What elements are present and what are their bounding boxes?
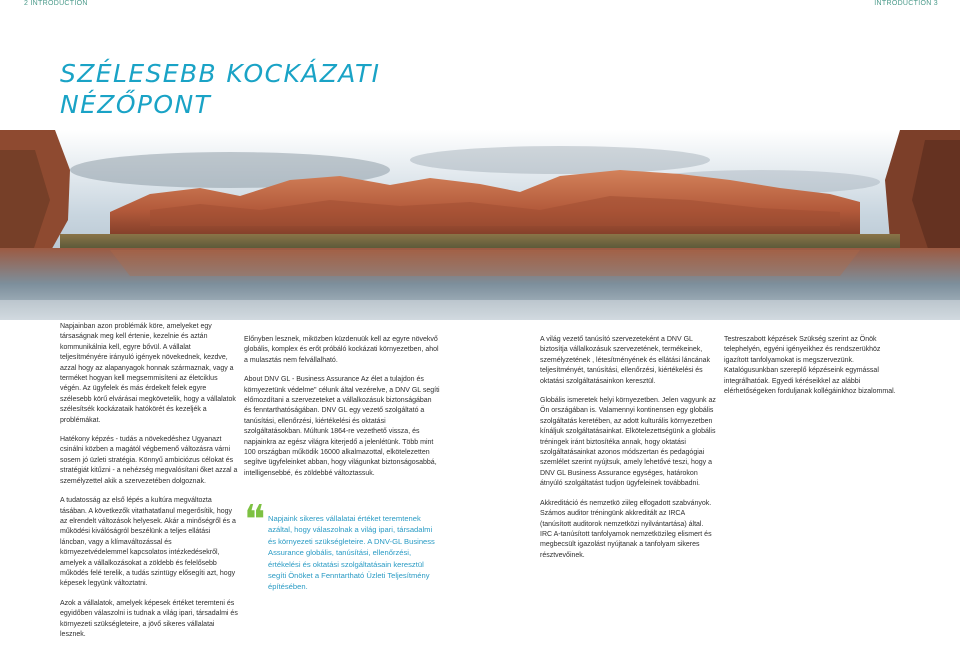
paragraph: Globális ismeretek helyi környezetben. Jelen vagyunk az Ön országában is. Valamennyi kontinensen egy globális szolgáltatás keretében, az adott kulturális környezetben kínáljuk szolgáltatásainkat. Elkötelezettségünk a globális tréningek iránt biztosítéka annak, hogy oktatási szolgáltatásainkat azonos módszertan és pedagógiai szemlélet szerint nyújtsuk, amely lehetővé teszi, hogy a DNV GL Business Assurance egységes, határokon átnyúló szolgáltatást tudjon ügyfeleinek továbbadni. [540,397,716,488]
photo-fade [0,300,960,320]
page-title [60,58,380,120]
landscape-photo [0,130,960,320]
running-head-right: INTRODUCTION 3 [874,0,938,7]
paragraph: About DNV GL - Business Assurance Az élet a tulajdon és környezetünk védelme" célunk által vezérelve, a DNV GL segíti előmozdítani a szervezeteket a vállalkozásuk biztonságában és fenntarthatóságában. DNV GL egy vezető szolgáltató a tanúsítási, ellenőrzési, kiértékelési és oktatási szolgáltatásokban. Múltunk 1864-re vezethető vissza, és napjainkra az egész világra kiterjedő a jelenlétünk. Több mint 100 országban működik 16000 alkalmazottal, elkötelezetten segítve ügyfeleinket abban, hogy világunkat biztonságosabbá, intelligensebbé, és zöldebbé változtassuk. [244,376,440,477]
paragraph: Napjainban azon problémák köre, amelyeket egy társaságnak meg kell értenie, kezelnie és aztán kommunikálnia kell, egyre bővül. A vállalat teljesítményére irányuló igények növekednek, kezdve, azzal hogy az alapanyagok honnak származnak, vagy a terméket hogyan kell megsemmisíteni az életciklus végén. Az ügyfelek és más érdekelt felek egyre szélesebb körű elvárásai megkövetelik, hogy a vállalatok szélesítsék kockázataik hatókörét és kezeljék a problémákat. [60,323,236,424]
paragraph: A világ vezető tanúsító szervezeteként a DNV GL biztosítja vállalkozásuk szervezetének, termékeinek, személyzetének , létesítményének és ellátási láncának teljesítményét, tanúsítási, ellenőrzési, kiértékelési és oktatási szolgáltatásainkon keresztül. [540,336,711,385]
shoreline [60,234,900,248]
paragraph: Testreszabott képzések Szükség szerint az Önök telephelyén, egyéni igényeikhez és rendszerükhöz igazított tanfolyamokat is megszervezünk. Katalógusunkban szereplő képzéseink egymással integrálhatóak. Egyedi kéréseikkel az alábbi elérhetőségeken forduljanak kollégáinkhoz bizalommal. [724,336,896,396]
paragraph: A tudatosság az első lépés a kultúra megváltozta tásában. A következők vitathatatlanul megerősítik, hogy az elrendelt változások helyesek. Akár a minőségről és a működési kiválóságról beszélünk a teljes ellátási láncban, vagy a klímaváltozással és környezetvédelemmel kapcsolatos intézkedésekről, amelyek a vállalkozásokat a zöldebb és felelősebb működés felé terelik, a tudás szintügy elősegíti azt, hogy képesek legyünk változtatni. [60,497,236,588]
paragraph: Akkreditáció és nemzetkö ziileg elfogadott szabványok. Számos auditor tréningünk akkreditált az IRCA (tanúsított auditorok nemzetközi nyilvántartása) által. IRC A-tanúsított tanfolyamok nemzetközileg elismert és megbecsült igazolást nyújtanak a tanfolyam sikeres résztvevőinek. [540,499,712,559]
text-column-4 [724,335,904,406]
text-column-1 [60,322,238,649]
quote-mark-icon: ❝ [244,497,266,543]
text-column-2 [244,335,440,488]
paragraph: Hatékony képzés - tudás a növekedéshez Ugyanazt csinálni közben a magától végbemenő változásra várni sosem jó üzleti stratégia. Könnyű ambiciózus célokat és stratégiát kitűzni - a nehézség megvalósítani őket azzal a személyzettel akik a szervezetében dolgoznak. [60,436,238,485]
text-column-3 [540,335,716,570]
cloud [410,146,710,174]
rock-reflection [110,250,860,276]
title-line-1: SZÉLESEBB KOCKÁZATI [60,59,381,88]
running-head-left: 2 INTRODUCTION [24,0,88,7]
paragraph: Azok a vállalatok, amelyek képesek értéket teremteni és egyidőben válaszolni is tudnak a világ ipari, társadalmi és környezeti szükségleteire, a jövő sikeres vállalatai lesznek. [60,599,238,638]
title-line-2: NÉZŐPONT [60,90,212,119]
pull-quote: Napjaink sikeres vállalatai értéket teremtenek azáltal, hogy válaszolnak a világ ipari, társadalmi és környezeti szükségleteire. A DNV-GL Business Assurance globális, tanúsítási, ellenőrzési, értékelési és oktatási szolgáltatásain keresztül segíti Önöket a Fenntartható Üzleti Teljesítmény építésében. [268,514,435,592]
paragraph: Előnyben lesznek, miközben küzdenuük kell az egyre növekvő globális, komplex és erőt próbáló kockázati környezetben, ahol a mulasztás nem felvállalható. [244,336,439,364]
